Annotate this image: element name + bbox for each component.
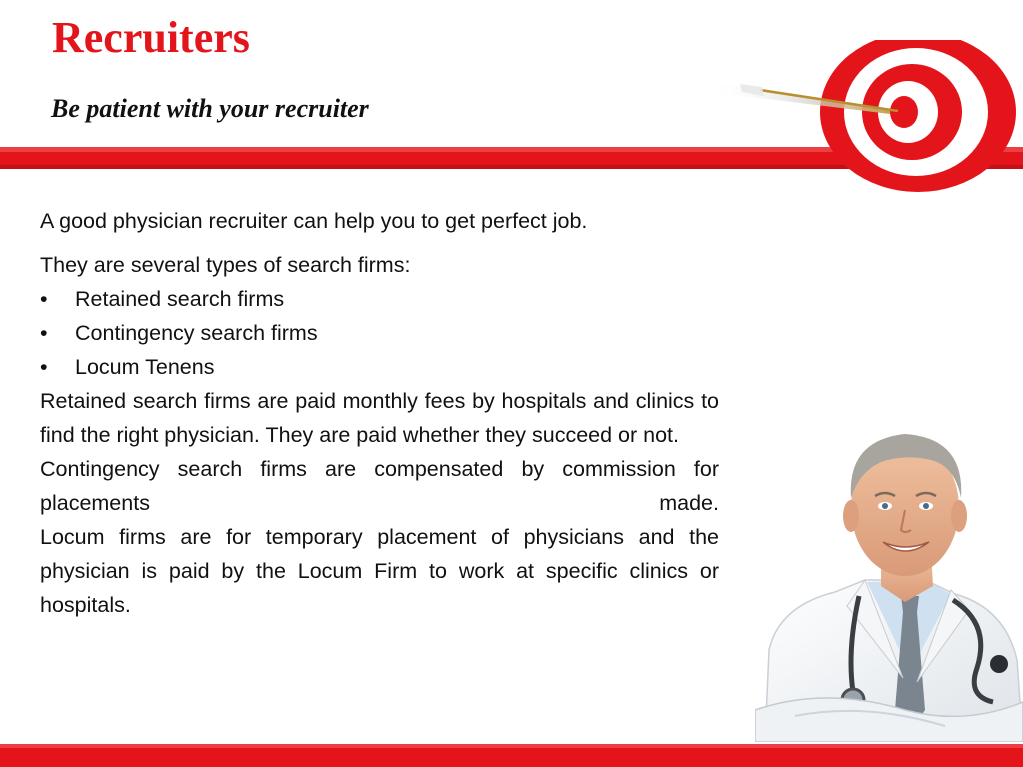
footer-band (0, 742, 1023, 767)
list-item (40, 282, 719, 316)
firm-types-list (40, 282, 719, 384)
list-item-label: Locum Tenens (75, 355, 215, 379)
list-item (40, 350, 719, 384)
bullet-icon: • (40, 287, 48, 311)
locum-paragraph: Locum firms are for temporary placement of physicians and the physician is paid by the Locum Firm to work at specific clinics or hospitals. (40, 525, 719, 617)
retained-paragraph: Retained search firms are paid monthly fees by hospitals and clinics to find the right physician. They are paid whether they succeed or not. (40, 389, 719, 447)
target-with-arrow-icon (700, 40, 1023, 200)
slide-subtitle: Be patient with your recruiter (51, 94, 369, 123)
bullet-icon: • (40, 321, 48, 345)
types-heading: They are several types of search firms: (40, 253, 411, 277)
list-item (40, 316, 719, 350)
slide-title: Recruiters (52, 13, 250, 62)
list-item-label: Contingency search firms (75, 321, 318, 345)
list-item-label: Retained search firms (75, 287, 285, 311)
contingency-paragraph: Contingency search firms are compensated by commission for placements made. (40, 457, 719, 515)
doctor-portrait-illustration (755, 410, 1023, 742)
bullet-icon: • (40, 355, 48, 379)
content-text (40, 204, 719, 622)
intro-text: A good physician recruiter can help you to get perfect job. (40, 209, 588, 233)
